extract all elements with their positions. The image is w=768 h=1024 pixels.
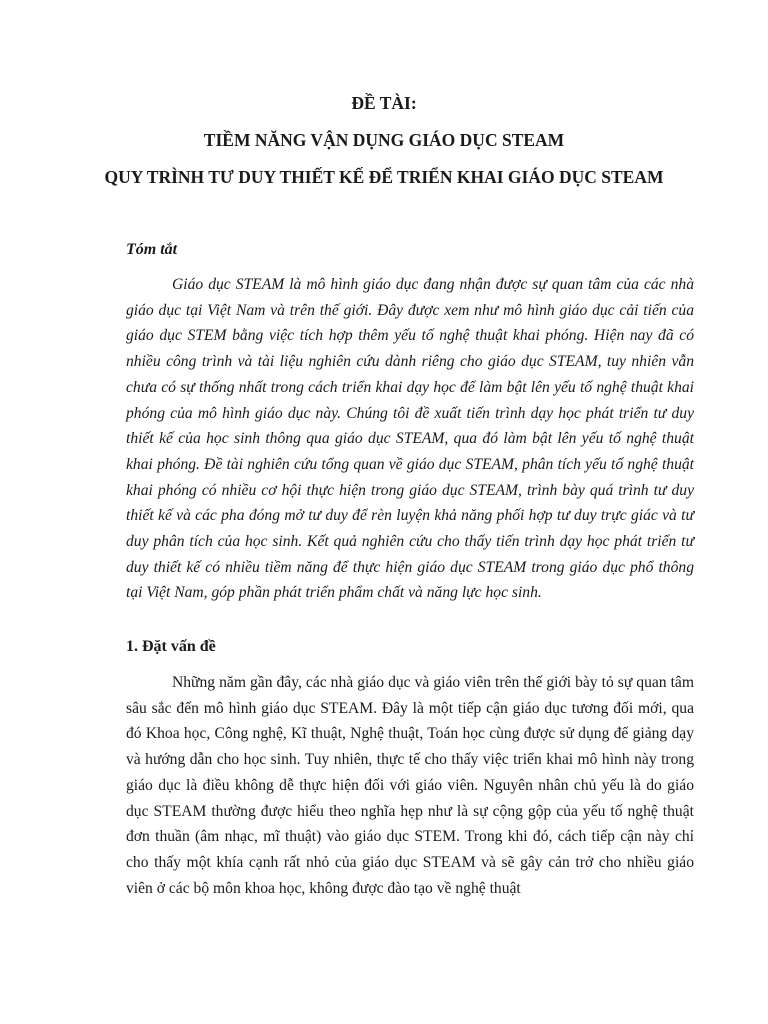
- section-1-heading: 1. Đặt vấn đề: [126, 638, 216, 655]
- abstract-paragraph: Giáo dục STEAM là mô hình giáo dục đang nhận được sự quan tâm của các nhà giáo dục tại Việt Nam và trên thế giới. Đây được xem như mô hình giáo dục cải tiến của giáo dục STEM bằng việc tích hợp thêm yếu tố nghệ thuật khai phóng. Hiện nay đã có nhiều công trình và tài liệu nghiên cứu dành riêng cho giáo dục STEAM, tuy nhiên vẫn chưa có sự thống nhất trong cách triển khai dạy học để làm bật lên yếu tố nghệ thuật khai phóng của mô hình giáo dục này. Chúng tôi đề xuất tiến trình dạy học phát triển tư duy thiết kế của học sinh thông qua giáo dục STEAM, qua đó làm bật lên yếu tố nghệ thuật khai phóng. Đề tài nghiên cứu tổng quan về giáo dục STEAM, phân tích yếu tố nghệ thuật khai phóng có nhiều cơ hội thực hiện trong giáo dục STEAM, trình bày quá trình tư duy thiết kế và các pha đóng mở tư duy để rèn luyện khả năng phối hợp tư duy trực giác và tư duy phân tích của học sinh. Kết quả nghiên cứu cho thấy tiến trình dạy học phát triển tư duy thiết kế có nhiều tiềm năng để thực hiện giáo dục STEAM trong giáo dục phổ thông tại Việt Nam, góp phần phát triển phẩm chất và năng lực học sinh.: [126, 276, 694, 602]
- document-title-line-2: QUY TRÌNH TƯ DUY THIẾT KẾ ĐỂ TRIỂN KHAI GIÁO DỤC STEAM: [104, 167, 664, 187]
- document-title-line-1: TIỀM NĂNG VẬN DỤNG GIÁO DỤC STEAM: [203, 130, 565, 150]
- document-title-label: ĐỀ TÀI:: [351, 93, 417, 113]
- abstract-heading: Tóm tắt: [126, 241, 178, 258]
- section-1-paragraph: Những năm gần đây, các nhà giáo dục và giáo viên trên thế giới bày tỏ sự quan tâm sâu sắc đến mô hình giáo dục STEAM. Đây là một tiếp cận giáo dục tương đối mới, qua đó Khoa học, Công nghệ, Kĩ thuật, Nghệ thuật, Toán học cùng được sử dụng để giảng dạy và hướng dẫn cho học sinh. Tuy nhiên, thực tế cho thấy việc triển khai mô hình này trong giáo dục là điều không dễ thực hiện đối với giáo viên. Nguyên nhân chủ yếu là do giáo dục STEAM thường được hiểu theo nghĩa hẹp như là sự cộng gộp của yếu tố nghệ thuật đơn thuần (âm nhạc, mĩ thuật) vào giáo dục STEM. Trong khi đó, cách tiếp cận này chỉ cho thấy một khía cạnh rất nhỏ của giáo dục STEAM và sẽ gây cản trở cho nhiều giáo viên ở các bộ môn khoa học, không được đào tạo về nghệ thuật: [126, 674, 694, 897]
